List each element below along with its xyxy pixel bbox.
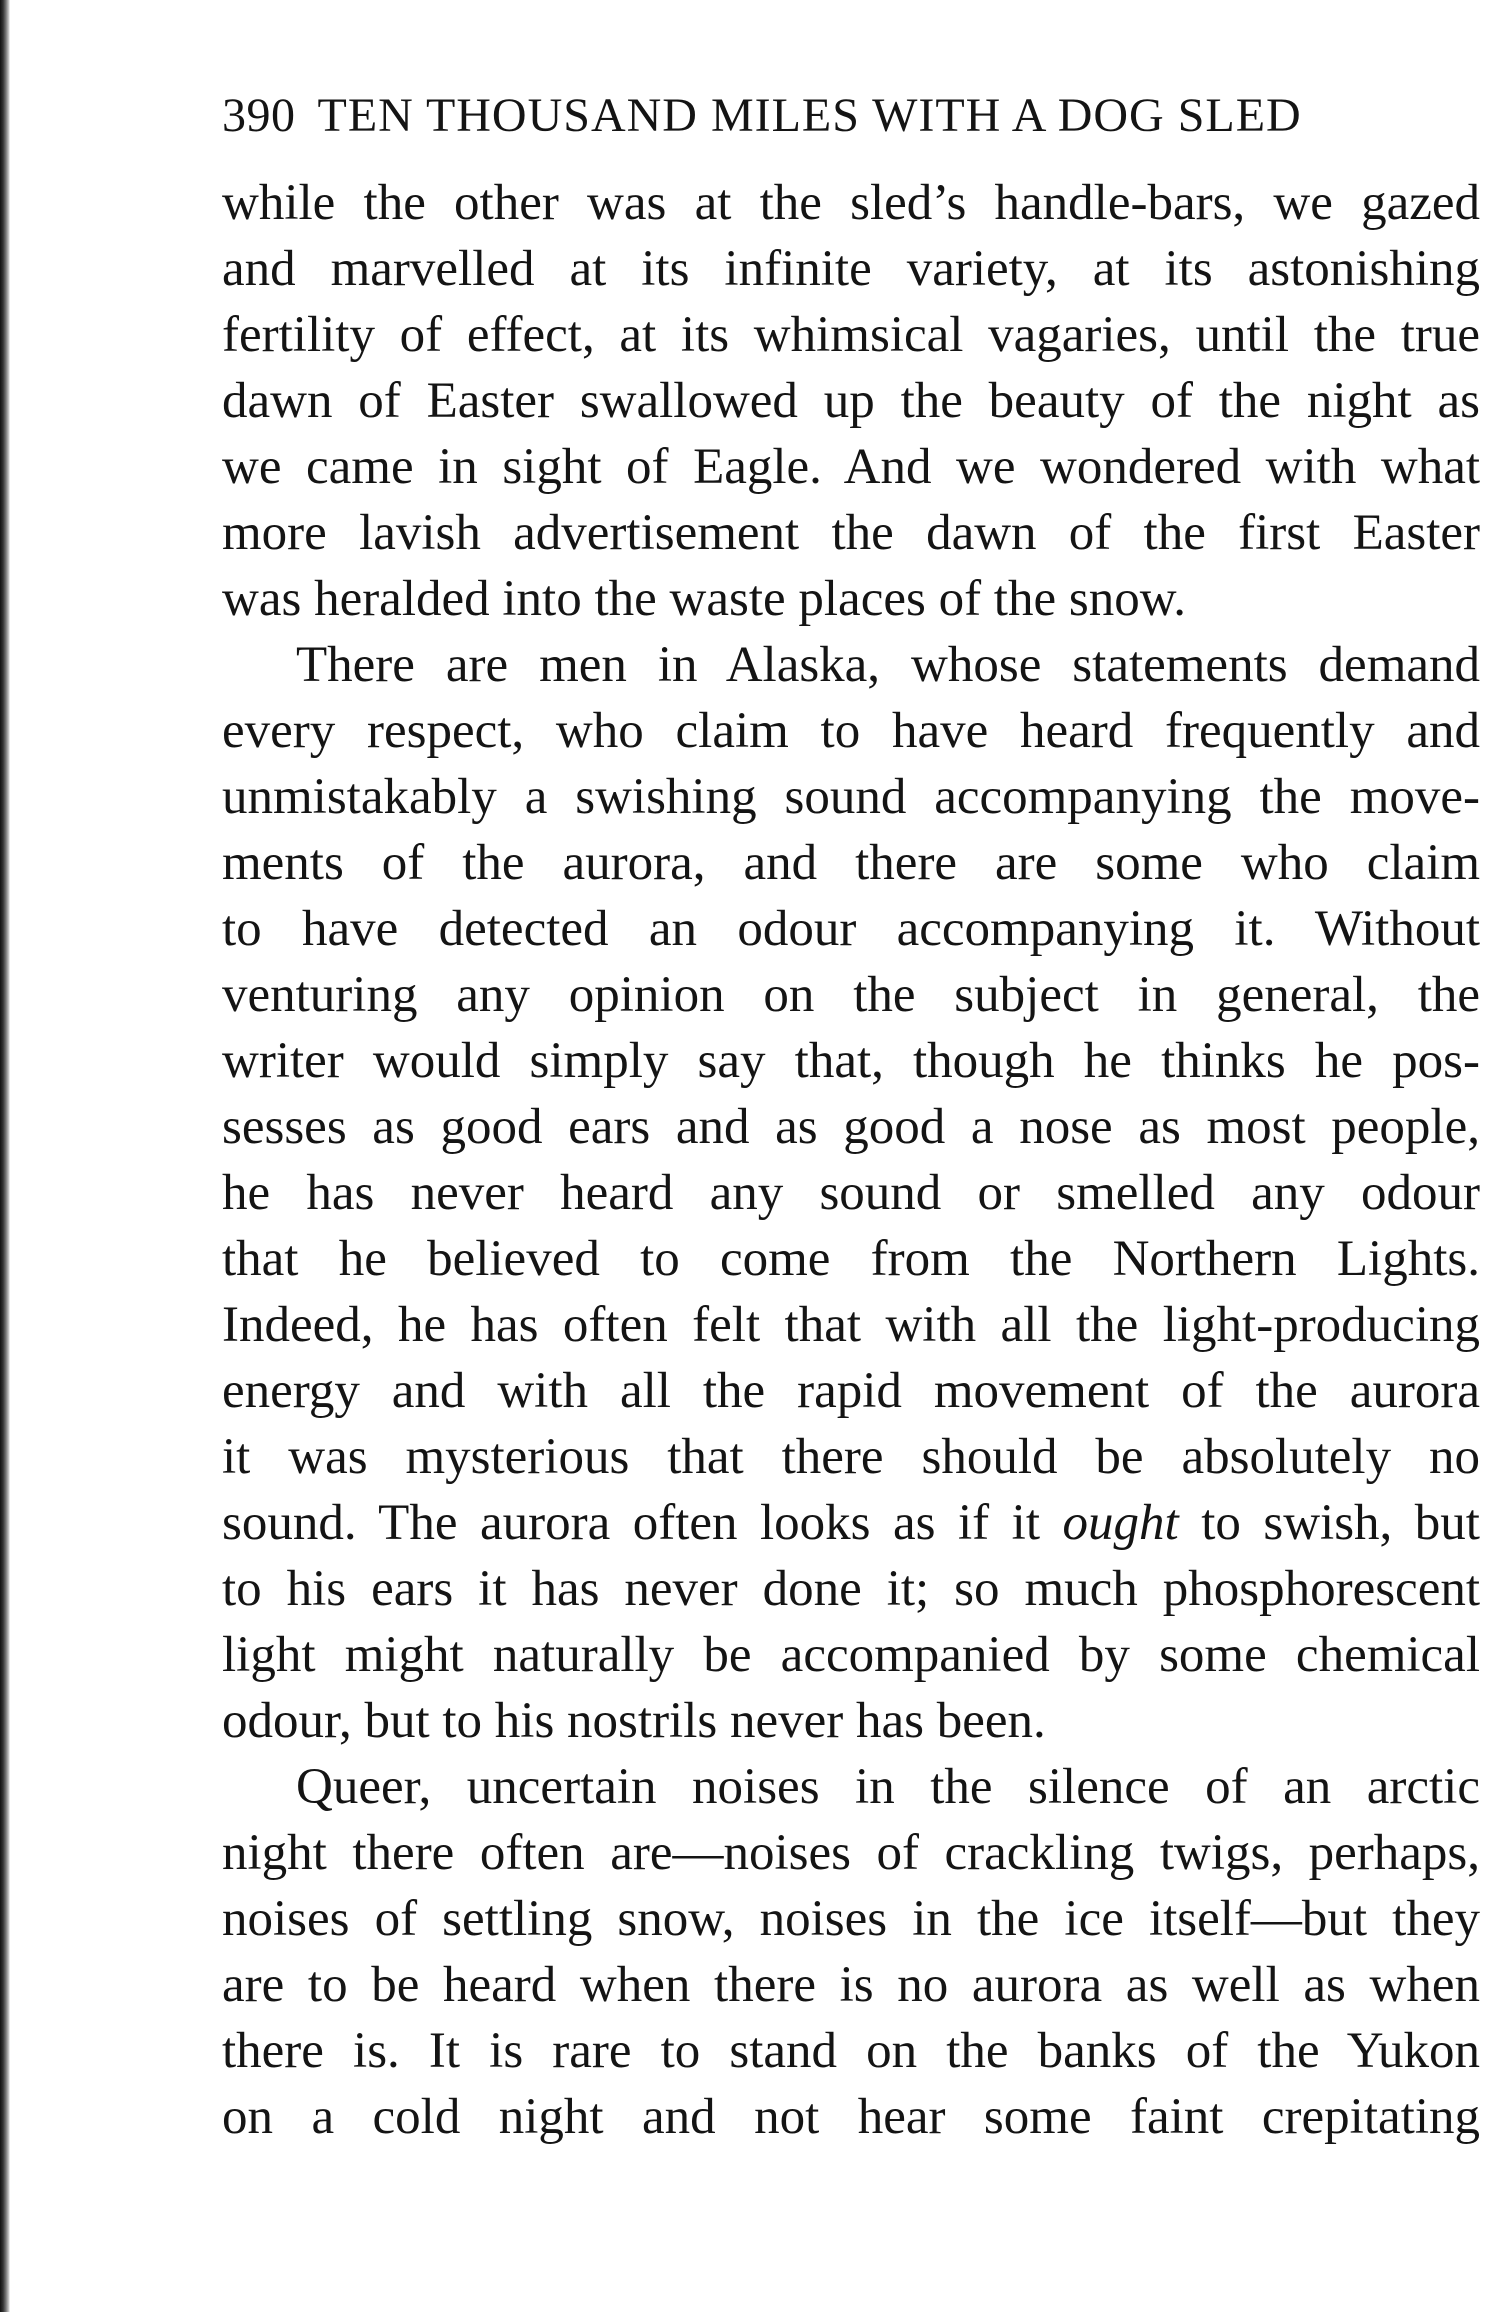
text-line: more lavish advertisement the dawn of the first Easter xyxy=(222,505,1480,561)
line-segment: sound. The aurora often looks as if it xyxy=(222,1495,1063,1551)
page-number: 390 xyxy=(222,89,296,142)
book-page xyxy=(222,80,1480,2150)
text-line-with-italic xyxy=(222,1490,1480,1556)
text-line: energy and with all the rapid movement of the aurora xyxy=(222,1363,1480,1419)
page-binding-edge xyxy=(0,0,10,2312)
text-line: while the other was at the sled’s handle-bars, we gazed xyxy=(222,175,1480,231)
text-line: unmistakably a swishing sound accompanying the move- xyxy=(222,769,1480,825)
text-line: every respect, who claim to have heard frequently and xyxy=(222,703,1480,759)
text-line: dawn of Easter swallowed up the beauty of the night as xyxy=(222,373,1480,429)
running-head-title: TEN THOUSAND MILES WITH A DOG SLED xyxy=(317,89,1302,142)
text-line: to have detected an odour accompanying it. Without xyxy=(222,901,1480,957)
text-line: Queer, uncertain noises in the silence of an arctic xyxy=(296,1759,1480,1815)
text-line: and marvelled at its infinite variety, at its astonishing xyxy=(222,241,1480,297)
paragraph xyxy=(222,1754,1480,2150)
text-line: fertility of effect, at its whimsical vagaries, until the true xyxy=(222,307,1480,363)
paragraph xyxy=(222,632,1480,1754)
text-line: night there often are—noises of crackling twigs, perhaps, xyxy=(222,1825,1480,1881)
running-head xyxy=(222,80,1480,170)
text-line: sesses as good ears and as good a nose as most people, xyxy=(222,1099,1480,1155)
text-line: he has never heard any sound or smelled any odour xyxy=(222,1165,1480,1221)
body-text xyxy=(222,170,1480,2150)
text-line: noises of settling snow, noises in the ice itself—but they xyxy=(222,1891,1480,1947)
text-line: light might naturally be accompanied by some chemical xyxy=(222,1627,1480,1683)
text-line: was heralded into the waste places of the snow. xyxy=(222,571,1186,627)
text-line: are to be heard when there is no aurora as well as when xyxy=(222,1957,1480,2013)
text-line: There are men in Alaska, whose statements demand xyxy=(296,637,1480,693)
text-line: ments of the aurora, and there are some who claim xyxy=(222,835,1480,891)
italic-word: ought xyxy=(1062,1495,1179,1551)
text-line: on a cold night and not hear some faint crepitating xyxy=(222,2089,1480,2145)
text-line: there is. It is rare to stand on the banks of the Yukon xyxy=(222,2023,1480,2079)
text-line: venturing any opinion on the subject in general, the xyxy=(222,967,1480,1023)
text-line: that he believed to come from the Northern Lights. xyxy=(222,1231,1480,1287)
text-line: odour, but to his nostrils never has been. xyxy=(222,1693,1046,1749)
line-segment: to swish, but xyxy=(1178,1495,1480,1551)
text-line: we came in sight of Eagle. And we wondered with what xyxy=(222,439,1480,495)
text-line: Indeed, he has often felt that with all the light-producing xyxy=(222,1297,1480,1353)
text-line: writer would simply say that, though he thinks he pos- xyxy=(222,1033,1480,1089)
paragraph xyxy=(222,170,1480,632)
text-line: to his ears it has never done it; so much phosphorescent xyxy=(222,1561,1480,1617)
text-line: it was mysterious that there should be absolutely no xyxy=(222,1429,1480,1485)
